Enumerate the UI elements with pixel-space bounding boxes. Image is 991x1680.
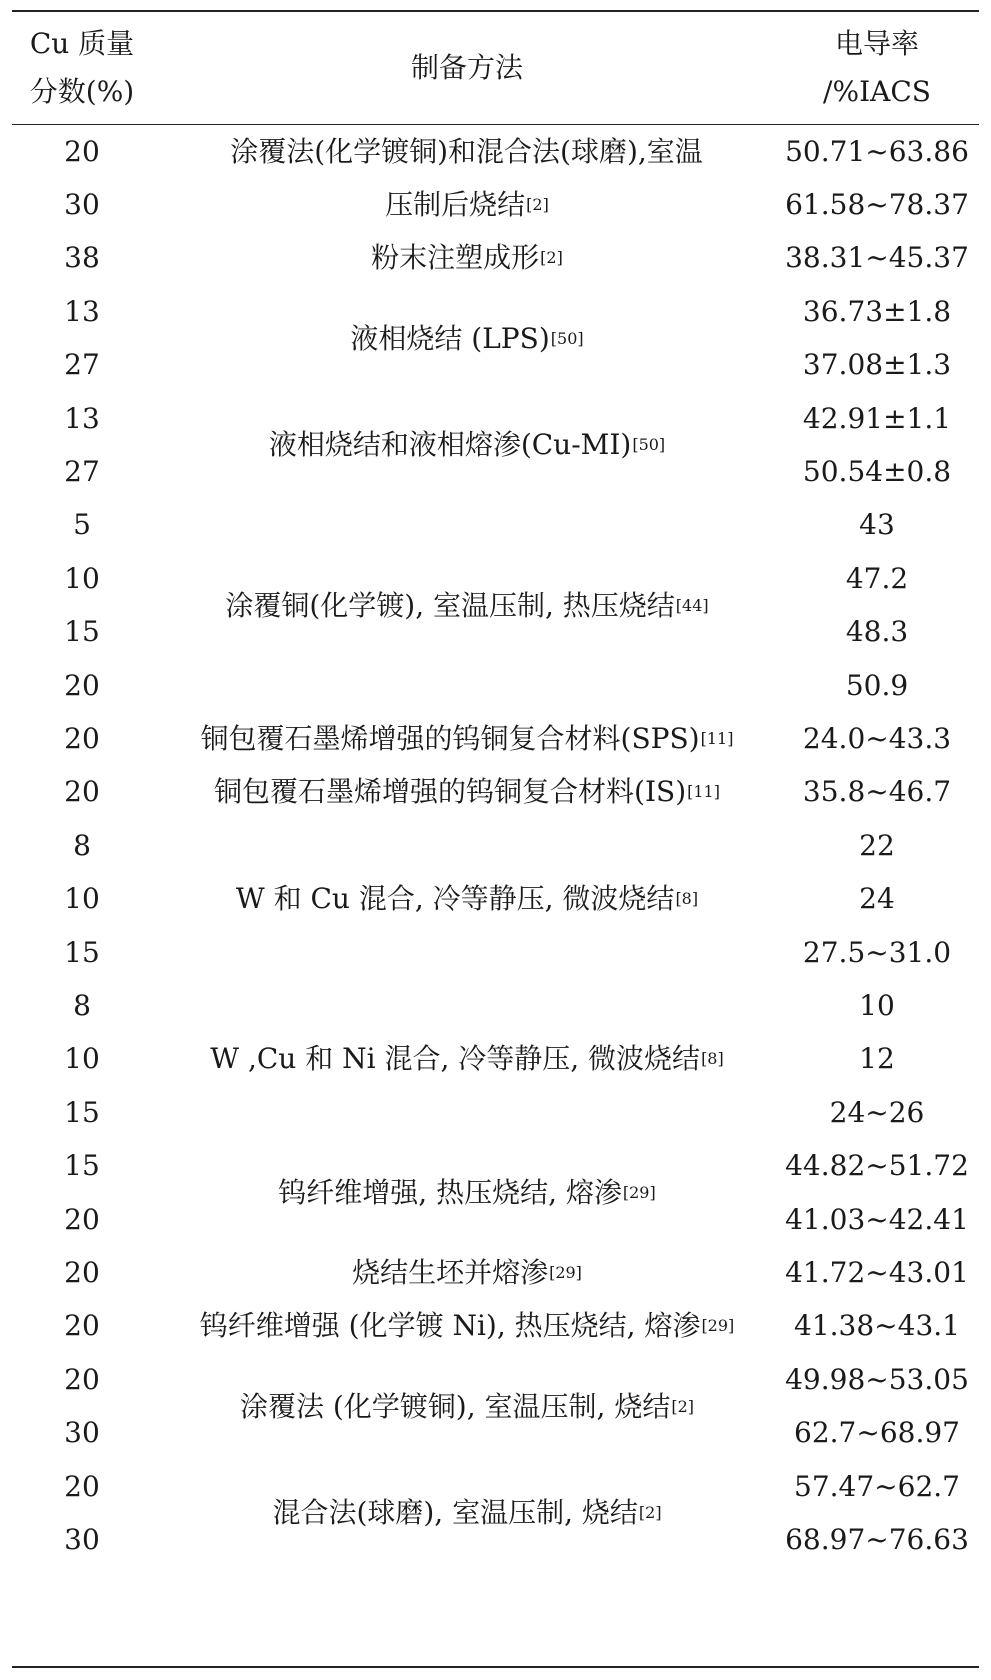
- method-text: 铜包覆石墨烯增强的钨铜复合材料(SPS): [200, 722, 700, 756]
- method-cell: 压制后烧结 [2]: [385, 188, 549, 222]
- cu-fraction-cell: 27: [64, 348, 100, 382]
- conductivity-cell: 37.08±1.3: [802, 348, 952, 382]
- conductivity-cell: 24: [859, 882, 895, 916]
- method-text: 压制后烧结: [385, 188, 526, 222]
- cu-fraction-cell: 10: [64, 882, 100, 916]
- conductivity-cell: 41.72~43.01: [785, 1256, 969, 1290]
- method-text: 铜包覆石墨烯增强的钨铜复合材料(IS): [214, 775, 687, 809]
- cu-fraction-cell: 10: [64, 561, 100, 595]
- method-cell: [162, 125, 772, 178]
- conductivity-cell: 22: [859, 828, 895, 862]
- method-cell: 钨纤维增强, 热压烧结, 熔渗 [29]: [278, 1175, 656, 1209]
- conductivity-cell: 41.38~43.1: [794, 1309, 960, 1343]
- header-cu-fraction: [12, 16, 152, 120]
- method-text: W ,Cu 和 Ni 混合, 冷等静压, 微波烧结: [210, 1042, 701, 1076]
- cu-fraction-cell: 20: [64, 668, 100, 702]
- cu-fraction-cell: 13: [64, 401, 100, 435]
- cu-fraction-cell: 20: [64, 134, 100, 168]
- method-cell: 混合法(球磨), 室温压制, 烧结 [2]: [272, 1496, 662, 1530]
- method-text: 钨纤维增强 (化学镀 Ni), 热压烧结, 熔渗: [199, 1309, 701, 1343]
- conductivity-cell: 61.58~78.37: [785, 188, 969, 222]
- method-text: W 和 Cu 混合, 冷等静压, 微波烧结: [235, 882, 675, 916]
- method-cell: 铜包覆石墨烯增强的钨铜复合材料(SPS) [11]: [200, 722, 734, 756]
- method-text: 涂覆铜(化学镀), 室温压制, 热压烧结: [225, 588, 675, 622]
- cu-fraction-cell: 8: [73, 828, 91, 862]
- method-text: 烧结生坯并熔渗: [352, 1256, 549, 1290]
- cu-fraction-cell: 20: [64, 775, 100, 809]
- header-method: [162, 16, 772, 120]
- header-conductivity: [777, 16, 977, 120]
- cu-fraction-cell: 15: [64, 1149, 100, 1183]
- method-text: 粉末注塑成形: [371, 241, 540, 275]
- method-text: 涂覆法 (化学镀铜), 室温压制, 烧结: [239, 1389, 671, 1423]
- conductivity-cell: 38.31~45.37: [785, 241, 969, 275]
- header-cond-line2: /%IACS: [823, 75, 931, 108]
- bottom-rule: [12, 1666, 979, 1668]
- header-method-label: 制备方法: [410, 51, 523, 84]
- cu-fraction-cell: 38: [64, 241, 100, 275]
- cu-fraction-cell: 20: [64, 722, 100, 756]
- cu-fraction-cell: 15: [64, 935, 100, 969]
- conductivity-cell: 12: [859, 1042, 895, 1076]
- conductivity-cell: 62.7~68.97: [794, 1416, 960, 1450]
- top-rule: [12, 10, 979, 12]
- header-cond-line1: 电导率: [834, 27, 919, 60]
- conductivity-cell: 47.2: [845, 561, 909, 595]
- header-cu-line1: Cu 质量: [29, 27, 135, 60]
- method-cell: W 和 Cu 混合, 冷等静压, 微波烧结 [8]: [235, 882, 699, 916]
- conductivity-cell: 48.3: [845, 615, 909, 649]
- method-cell: 涂覆法 (化学镀铜), 室温压制, 烧结 [2]: [239, 1389, 695, 1423]
- conductivity-cell: 50.9: [845, 668, 909, 702]
- cu-fraction-cell: 20: [64, 1469, 100, 1503]
- method-cell: 液相烧结和液相熔渗(Cu-MI) [50]: [268, 428, 666, 462]
- conductivity-cell: 24.0~43.3: [802, 722, 952, 756]
- cu-fraction-cell: 8: [73, 989, 91, 1023]
- method-cell: 铜包覆石墨烯增强的钨铜复合材料(IS) [11]: [214, 775, 720, 809]
- conductivity-cell: 57.47~62.7: [794, 1469, 960, 1503]
- conductivity-cell: 44.82~51.72: [785, 1149, 969, 1183]
- conductivity-cell: 68.97~76.63: [785, 1523, 969, 1557]
- cu-fraction-cell: 20: [64, 1362, 100, 1396]
- cu-fraction-cell: 13: [64, 294, 100, 328]
- conductivity-cell: 24~26: [829, 1095, 925, 1129]
- method-text: 液相烧结和液相熔渗(Cu-MI): [268, 428, 632, 462]
- conductivity-cell: 42.91±1.1: [802, 401, 952, 435]
- cu-fraction-cell: 15: [64, 615, 100, 649]
- method-text: 钨纤维增强, 热压烧结, 熔渗: [278, 1175, 622, 1209]
- cu-fraction-cell: 30: [64, 188, 100, 222]
- conductivity-cell: 10: [859, 989, 895, 1023]
- conductivity-cell: 41.03~42.41: [785, 1202, 969, 1236]
- method-cell: 烧结生坯并熔渗 [29]: [352, 1256, 582, 1290]
- cu-fraction-cell: 30: [64, 1523, 100, 1557]
- conductivity-cell: 50.54±0.8: [802, 455, 952, 489]
- cu-fraction-cell: 20: [64, 1256, 100, 1290]
- method-cell: 钨纤维增强 (化学镀 Ni), 热压烧结, 熔渗 [29]: [199, 1309, 735, 1343]
- method-text: 混合法(球磨), 室温压制, 烧结: [272, 1496, 638, 1530]
- cu-fraction-cell: 20: [64, 1309, 100, 1343]
- method-cell: 粉末注塑成形 [2]: [371, 241, 563, 275]
- conductivity-cell: 43: [859, 508, 895, 542]
- method-cell: 液相烧结 (LPS) [50]: [350, 321, 584, 355]
- cu-fraction-cell: 5: [73, 508, 91, 542]
- cu-fraction-cell: 15: [64, 1095, 100, 1129]
- cu-fraction-cell: 30: [64, 1416, 100, 1450]
- header-cu-line2: 分数(%): [29, 75, 135, 108]
- conductivity-cell: 50.71~63.86: [785, 134, 969, 168]
- conductivity-cell: 36.73±1.8: [802, 294, 952, 328]
- cu-fraction-cell: 20: [64, 1202, 100, 1236]
- conductivity-cell: 49.98~53.05: [785, 1362, 969, 1396]
- cu-fraction-cell: 27: [64, 455, 100, 489]
- conductivity-cell: 35.8~46.7: [802, 775, 952, 809]
- conductivity-cell: 27.5~31.0: [802, 935, 952, 969]
- cu-fraction-cell: 10: [64, 1042, 100, 1076]
- method-text: 涂覆法(化学镀铜)和混合法(球磨),室温: [230, 134, 703, 168]
- method-cell: W ,Cu 和 Ni 混合, 冷等静压, 微波烧结 [8]: [210, 1042, 724, 1076]
- method-text: 液相烧结 (LPS): [350, 321, 550, 355]
- method-cell: 涂覆铜(化学镀), 室温压制, 热压烧结 [44]: [225, 588, 709, 622]
